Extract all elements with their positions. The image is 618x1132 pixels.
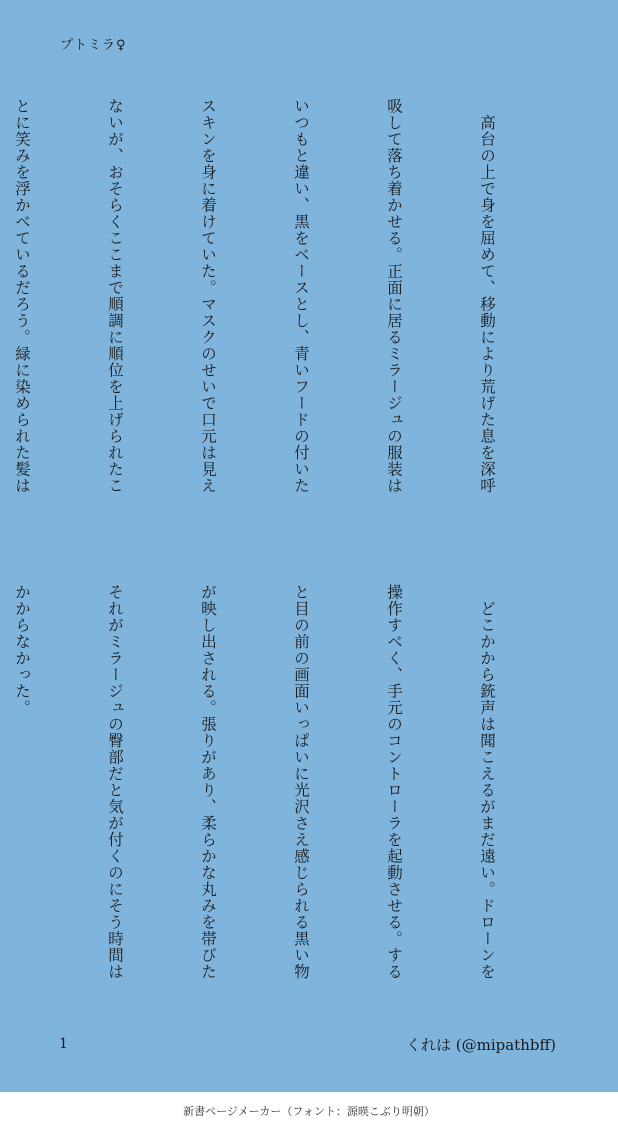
page-number: 1 [59,1036,68,1052]
text-block-top [13,98,564,538]
text-line: それがミラージュの臀部だと気が付くのにそう時間は [106,584,124,980]
generator-credit: 新書ページメーカー（フォント：源暎こぶり明朝） [183,1105,435,1118]
text-line: 操作すべく、手元のコントローラを起動させる。する [385,584,403,980]
text-line: が映し出される。張りがあり、柔らかな丸みを帯びた [199,584,217,980]
text-line: いつもと違い、黒をベースとし、青いフードの付いた [292,98,310,494]
author-credit: くれは (@mipathbff) [406,1036,556,1054]
text-line: スキンを身に着けていた。マスクのせいで口元は見え [199,98,217,494]
text-line: 吸して落ち着かせる。正面に居るミラージュの服装は [385,98,403,494]
text-line: 高台の上で身を屈めて、移動により荒げた息を深呼 [478,98,496,494]
text-line: ないが、おそらくここまで順調に順位を上げられたこ [106,98,124,494]
text-line: どこかから銃声は聞こえるがまだ遠い。ドローンを [478,584,496,980]
page-header-title: プトミラ♀ [60,38,127,53]
text-line: かからなかった。 [13,584,31,716]
text-line: とに笑みを浮かべているだろう。緑に染められた髪は [13,98,31,494]
text-block-bottom [13,584,564,1009]
text-line: と目の前の画面いっぱいに光沢さえ感じられる黒い物 [292,584,310,980]
